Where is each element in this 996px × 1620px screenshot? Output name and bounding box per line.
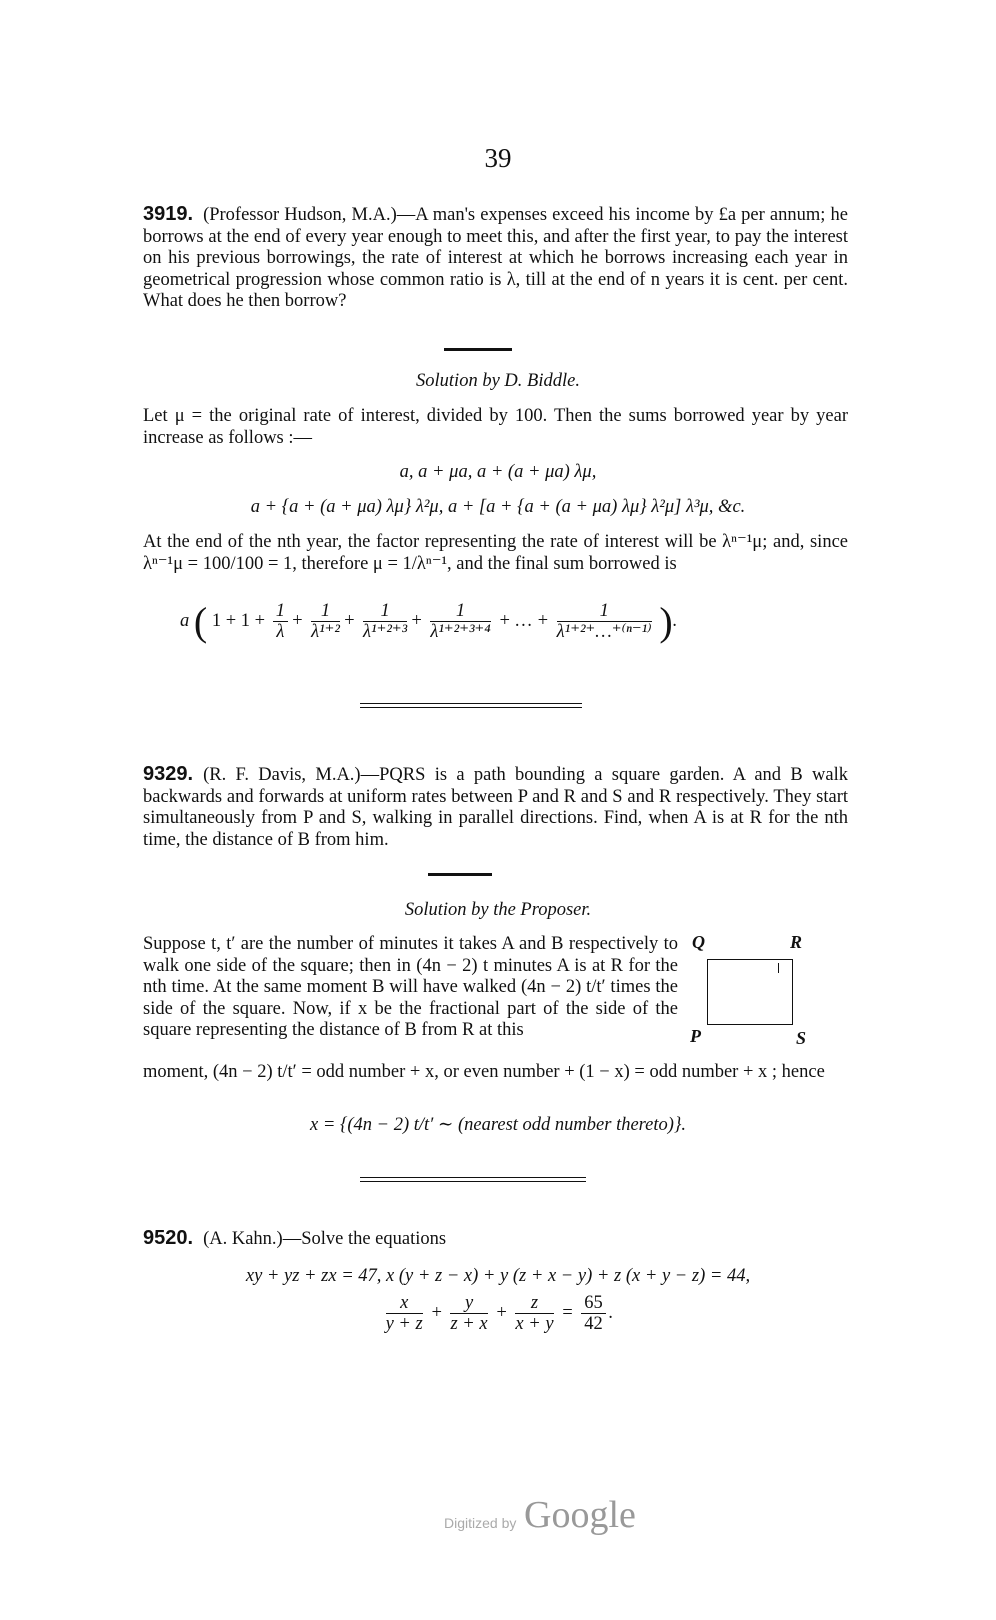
problem-number: 3919. [143, 203, 194, 225]
fraction: $\frac{1}{\text{λ¹⁺²⁺³⁺⁴}}$ [430, 601, 491, 642]
problem-9329 [143, 764, 848, 851]
eq-prefix: a [180, 610, 190, 631]
solution-heading: Solution by D. Biddle. [416, 371, 580, 391]
solution-text-b: moment, (4n − 2) t/t′ = odd number + x, or even number + (1 − x) = odd number + x ; hence [143, 1062, 825, 1082]
eq-terms: 1 + 1 + [211, 610, 266, 631]
solution-text-a: Suppose t, t′ are the number of minutes it takes A and B respectively to walk one side of the square; then in (4n − 2) t minutes A is at R for the nth time. At the same moment B will have walked (4n − 2) t/t′ times the side of the square. Now, if x be the fractional part of the side of the square representing the distance of B from R at this [143, 934, 678, 1041]
fraction: $\frac{1}{\text{λ¹⁺²}}$ [311, 601, 340, 642]
equation-x: x = {(4n − 2) t/t′ ∼ (nearest odd number thereto)}. [310, 1115, 686, 1135]
label-p: P [690, 1026, 701, 1046]
google-logo: Google [524, 1494, 636, 1536]
problem-9520 [143, 1228, 848, 1251]
fraction: $\frac{1}{\lambda}$ [273, 601, 288, 642]
square-garden [707, 959, 793, 1025]
equation-final-sum: a ( 1 + 1 + $\frac{1}{\lambda}$ + $\frac{1}{\text{λ¹⁺²}}$ + $\frac{1}{\text{λ¹⁺²⁺³}}$ + $\frac{1}{\text{λ¹⁺²⁺³⁺⁴}}$ + … + $\frac{1}{\text{λ¹⁺²⁺…⁺⁽ⁿ⁻¹⁾}}$ ). [180, 599, 678, 644]
problem-text: (Professor Hudson, M.A.)—A man's expenses exceed his income by £a per annum; he borrows at the end of every year enough to meet this, and after the first year, to pay the interest on his previous borrowings, the rate of interest at which he borrows increasing each year in geometrical progression whose common ratio is λ, till at the end of n years it is cent. per cent. What does he then borrow? [143, 205, 848, 312]
equation-series-2: a + {a + (a + μa) λμ} λ²μ, a + [a + {a + (a + μa) λμ} λ²μ] λ³μ, &c. [250, 497, 746, 517]
digitized-text: Digitized by [444, 1515, 517, 1531]
equation-system-2: $\frac{x}{y + z}$ + $\frac{y}{z + x}$ + $\frac{z}{x + y}$ = $\frac{65}{42}$ . [385, 1293, 614, 1334]
fraction: $\frac{65}{42}$ [581, 1293, 606, 1334]
problem-text: (A. Kahn.)—Solve the equations [203, 1229, 447, 1249]
problem-text: (R. F. Davis, M.A.)—PQRS is a path bounding a square garden. A and B walk backwards and forwards at uniform rates between P and R and S and R respectively. They start simultaneously from P and S, walking in parallel directions. Find, when A is at R for the nth time, the distance of B from him. [143, 765, 848, 850]
short-rule [444, 348, 512, 351]
equation-system-1: xy + yz + zx = 47, x (y + z − x) + y (z + x − y) + z (x + y − z) = 44, [245, 1266, 751, 1286]
problem-number: 9520. [143, 1227, 194, 1249]
tick-mark [778, 963, 779, 973]
digitized-watermark [440, 1493, 660, 1543]
solution-mid: At the end of the nth year, the factor representing the rate of interest will be λⁿ⁻¹μ; and, since λⁿ⁻¹μ = 100/100 = 1, therefore μ = 1/λⁿ⁻¹, and the final sum borrowed is [143, 532, 848, 574]
section-divider [360, 703, 582, 708]
label-r: R [790, 932, 803, 952]
page-number: 39 [484, 143, 512, 173]
fraction: $\frac{y}{z + x}$ [450, 1293, 488, 1334]
label-s: S [796, 1028, 807, 1048]
short-rule [428, 873, 492, 876]
fraction: $\frac{1}{\text{λ¹⁺²⁺³}}$ [363, 601, 408, 642]
solution-heading: Solution by the Proposer. [404, 900, 592, 920]
eq-dots: + … + [498, 610, 550, 631]
section-divider [360, 1177, 586, 1182]
square-diagram [690, 932, 820, 1047]
fraction: $\frac{1}{\text{λ¹⁺²⁺…⁺⁽ⁿ⁻¹⁾}}$ [556, 601, 652, 642]
label-q: Q [692, 932, 705, 952]
problem-number: 9329. [143, 763, 194, 785]
equation-series-1: a, a + μa, a + (a + μa) λμ, [399, 462, 597, 482]
fraction: $\frac{x}{y + z}$ [385, 1293, 423, 1334]
solution-intro: Let μ = the original rate of interest, divided by 100. Then the sums borrowed year by year increase as follows :— [143, 406, 848, 448]
fraction: $\frac{z}{x + y}$ [515, 1293, 554, 1334]
problem-3919 [143, 204, 848, 313]
